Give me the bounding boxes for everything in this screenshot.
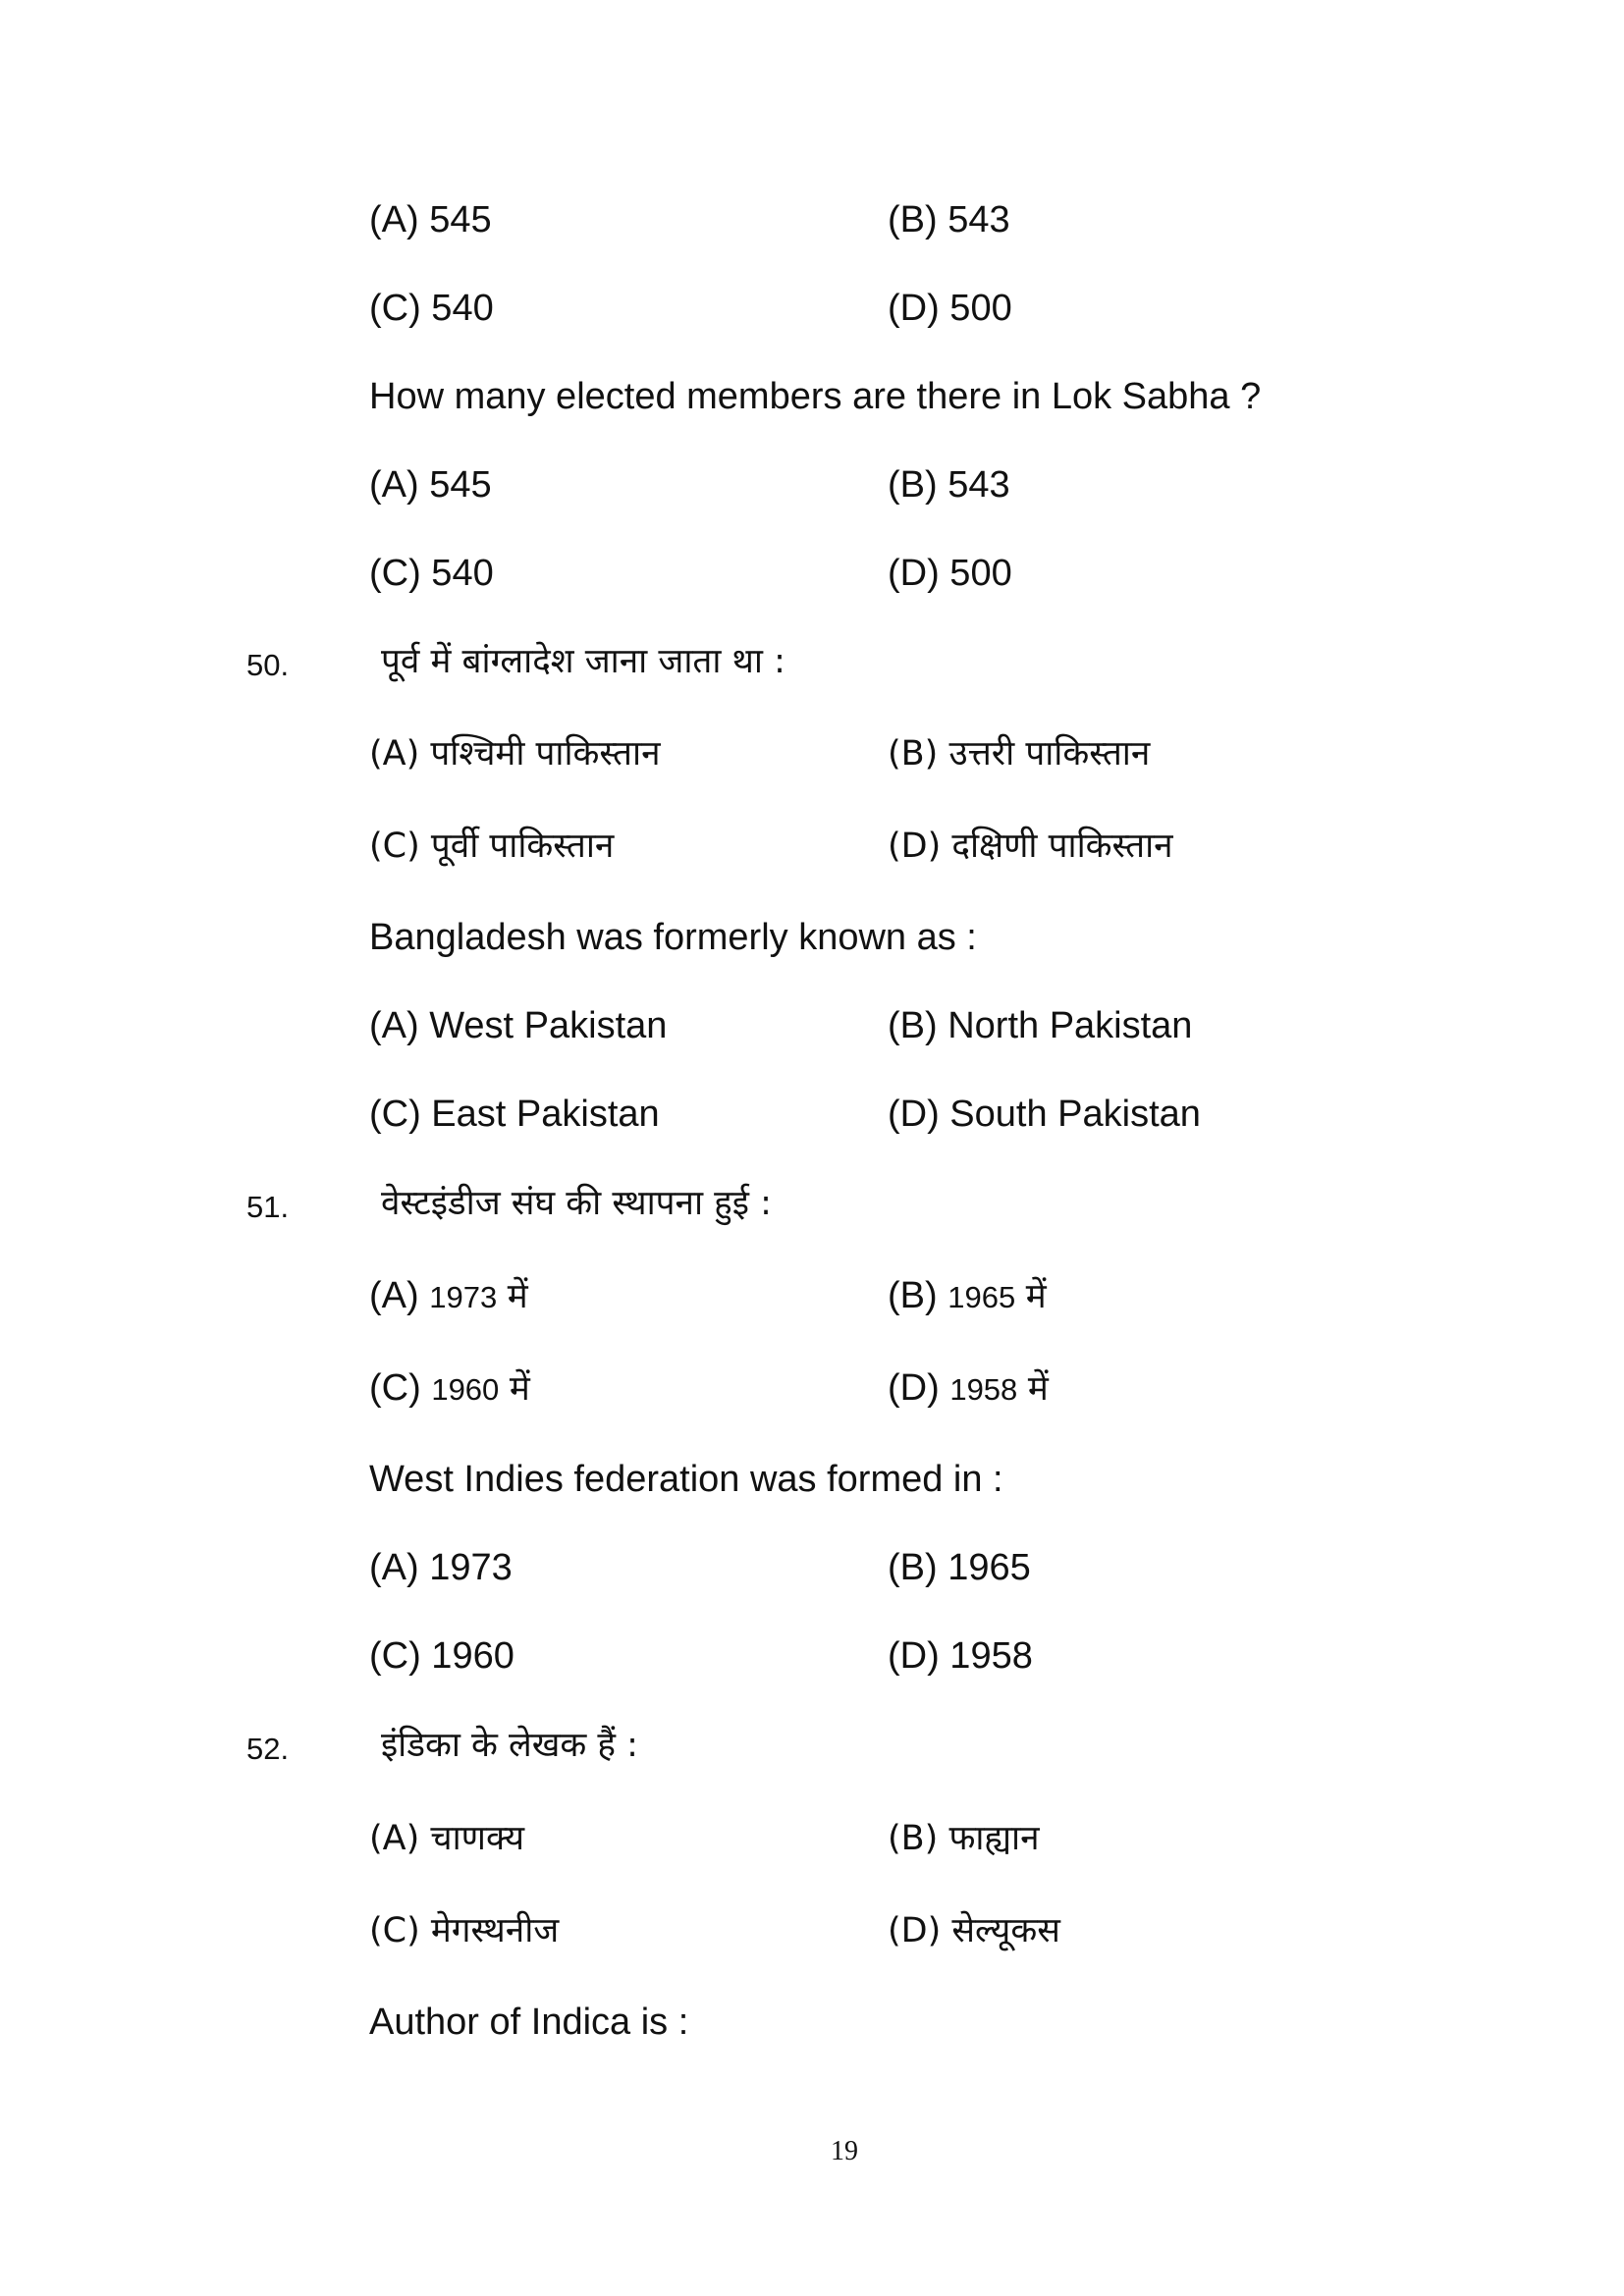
question-text-english: Author of Indica is :	[369, 2002, 689, 2043]
option-d: (D) 500	[888, 553, 1012, 594]
option-c: (C) 540	[369, 553, 494, 594]
option-a: (A) West Pakistan	[369, 1005, 668, 1046]
option-d: (D) South Pakistan	[888, 1094, 1201, 1135]
option-b: (B) फाह्यान	[888, 1819, 1040, 1858]
option-a: (A) पश्चिमी पाकिस्तान	[369, 734, 661, 774]
question-text-hindi: पूर्व में बांग्लादेश जाना जाता था :	[381, 642, 785, 681]
option-label: (A)	[369, 1275, 419, 1316]
option-d	[888, 1366, 1049, 1412]
option-c: (C) 540	[369, 288, 494, 329]
option-year: 1958	[949, 1372, 1018, 1407]
option-suffix: में	[1027, 1369, 1049, 1409]
option-a	[369, 1274, 528, 1319]
option-c: (C) पूर्वी पाकिस्तान	[369, 827, 615, 866]
option-year: 1965	[947, 1280, 1016, 1314]
question-text-hindi: वेस्टइंडीज संघ की स्थापना हुई :	[381, 1184, 772, 1223]
option-suffix: में	[1025, 1277, 1047, 1316]
option-d: (D) 1958	[888, 1635, 1033, 1677]
option-a: (A) 545	[369, 199, 492, 240]
question-text-hindi: इंडिका के लेखक हैं :	[381, 1726, 638, 1765]
page-number: 19	[831, 2136, 858, 2166]
question-text-english: How many elected members are there in Lok Sabha ?	[369, 376, 1262, 417]
option-label: (C)	[369, 1367, 421, 1409]
option-b: (B) 543	[888, 464, 1010, 506]
option-b: (B) उत्तरी पाकिस्तान	[888, 734, 1151, 774]
option-c: (C) East Pakistan	[369, 1094, 660, 1135]
option-d: (D) 500	[888, 288, 1012, 329]
option-d: (D) सेल्यूकस	[888, 1911, 1060, 1950]
option-a: (A) चाणक्य	[369, 1819, 524, 1858]
option-b: (B) North Pakistan	[888, 1005, 1193, 1046]
option-c: (C) मेगस्थनीज	[369, 1911, 560, 1950]
option-label: (B)	[888, 1275, 938, 1316]
question-number: 52.	[246, 1732, 290, 1766]
option-b	[888, 1274, 1047, 1319]
option-year: 1960	[431, 1372, 500, 1407]
option-a: (A) 545	[369, 464, 492, 506]
option-c	[369, 1366, 530, 1412]
option-b: (B) 543	[888, 199, 1010, 240]
option-label: (D)	[888, 1367, 940, 1409]
option-c: (C) 1960	[369, 1635, 514, 1677]
option-year: 1973	[429, 1280, 498, 1314]
question-number: 51.	[246, 1190, 290, 1224]
question-number: 50.	[246, 648, 290, 682]
question-text-english: West Indies federation was formed in :	[369, 1459, 1003, 1500]
option-suffix: में	[507, 1277, 528, 1316]
question-text-english: Bangladesh was formerly known as :	[369, 917, 977, 958]
option-d: (D) दक्षिणी पाकिस्तान	[888, 827, 1173, 866]
option-b: (B) 1965	[888, 1547, 1031, 1588]
option-suffix: में	[509, 1369, 530, 1409]
option-a: (A) 1973	[369, 1547, 513, 1588]
